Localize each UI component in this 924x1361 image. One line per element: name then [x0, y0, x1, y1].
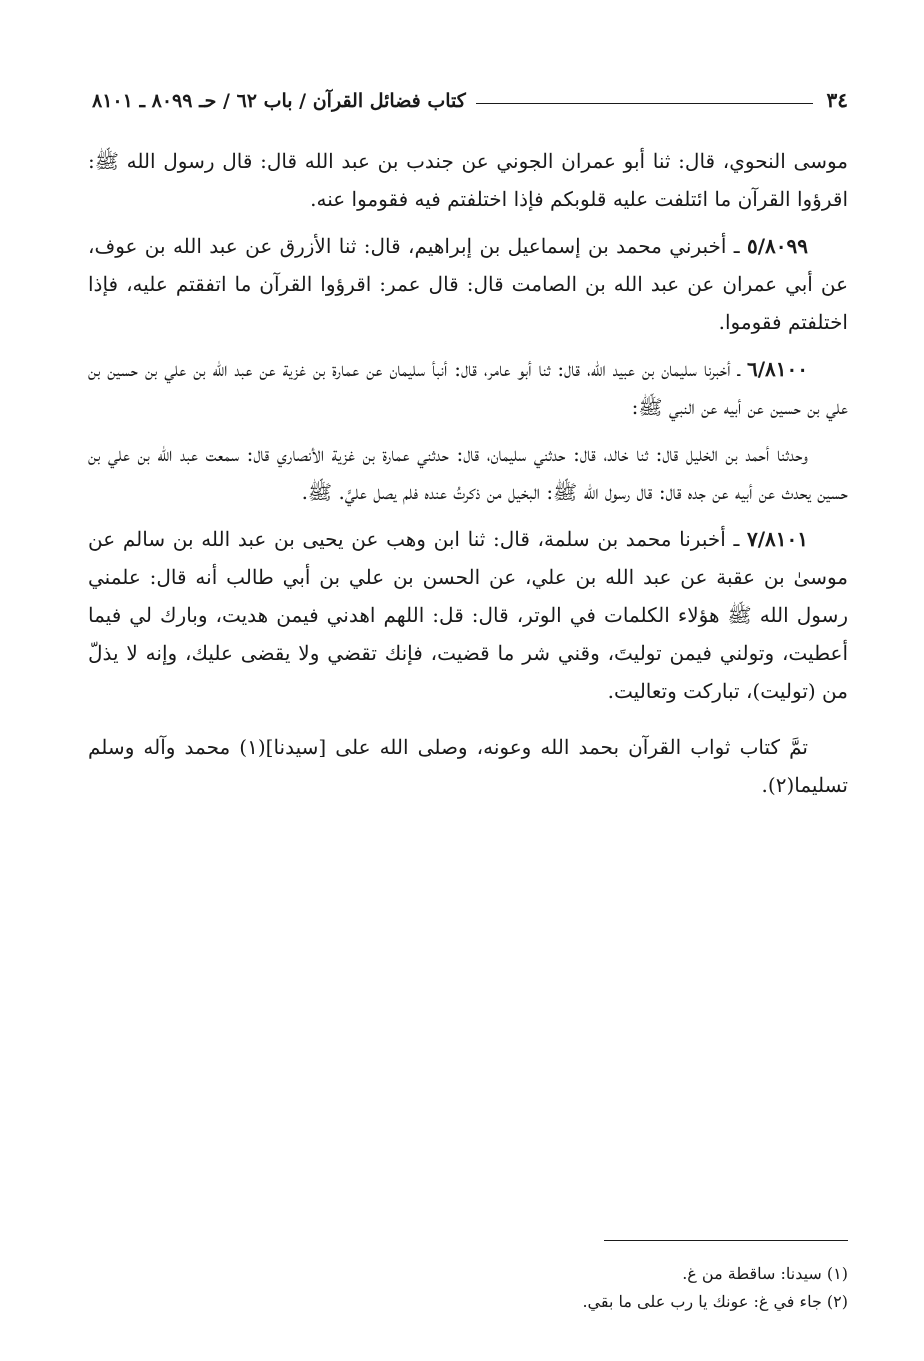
hadith-number: ٧/٨١٠١	[746, 527, 808, 551]
hadith-number: ٦/٨١٠٠	[747, 357, 809, 381]
colophon	[88, 728, 848, 804]
main-text	[88, 142, 848, 813]
hadith-8100	[88, 350, 848, 426]
footnote-2: (٢) جاء في غ: عونك يا رب على ما بقي.	[582, 1292, 848, 1311]
hadith-number: ٥/٨٠٩٩	[746, 234, 808, 258]
paragraph-text: ـ أخبرني محمد بن إسماعيل بن إبراهيم، قال: ثنا الأزرق عن عبد الله بن عوف، عن أبي عمران عن عبد الله بن الصامت قال: قال عمر: اقرؤوا القرآن ما اتفقتم عليه، فإذا اختلفتم فقوموا.	[88, 234, 848, 334]
hadith-8099	[88, 227, 848, 341]
header-rule	[476, 103, 813, 104]
paragraph-text: ـ أخبرنا سليمان بن عبيد الله، قال: ثنا أبو عامر، قال: أنبأ سليمان عن عمارة بن غزية عن عبد الله بن علي بن حسين بن علي بن حسين عن أبيه عن النبي ﷺ:	[88, 357, 848, 419]
footnote-1: (١) سيدنا: ساقطة من غ.	[682, 1264, 848, 1283]
colophon-text: تمَّ كتاب ثواب القرآن بحمد الله وعونه، وصلى الله على [سيدنا](١) محمد وآله وسلم تسليما(٢).	[88, 735, 848, 797]
paragraph-text: ـ أخبرنا محمد بن سلمة، قال: ثنا ابن وهب عن يحيى بن عبد الله بن سالم عن موسىٰ بن عقبة عن عبد الله بن علي، عن الحسن بن علي بن أبي طالب أنه قال: علمني رسول الله ﷺ هؤلاء الكلمات في الوتر، قال: قل: اللهم اهدني فيمن هديت، وبارك لي فيما أعطيت، وتولني فيمن توليتَ، وقني شر ما قضيت، فإنك تقضي ولا يقضى عليك، وإنه لا يذلّ من (توليت)، تباركت وتعاليت.	[88, 527, 848, 703]
paragraph-text: وحدثنا أحمد بن الخليل قال: ثنا خالد، قال: حدثني سليمان، قال: حدثني عمارة بن غزية الأنصاري قال: سمعت عبد الله بن علي بن حسين يحدث عن أبيه عن جده قال: قال رسول الله ﷺ: البخيل من ذكرتُ عنده فلم يصل عليَّ. ﷺ.	[88, 442, 848, 504]
running-title: كتاب فضائل القرآن / باب ٦٢ / حـ ٨٠٩٩ ـ ٨١٠١	[92, 90, 466, 112]
running-header	[88, 80, 848, 112]
page-number: ٣٤	[826, 88, 848, 112]
footnote-rule	[604, 1240, 848, 1241]
paragraph-text: موسى النحوي، قال: ثنا أبو عمران الجوني عن جندب بن عبد الله قال: قال رسول الله ﷺ: اقرؤوا القرآن ما ائتلفت عليه قلوبكم فإذا اختلفتم فيه فقوموا عنه.	[88, 149, 848, 211]
hadith-8100-chain-2	[88, 435, 848, 511]
paragraph-continuation	[88, 142, 848, 218]
footnotes	[88, 1260, 848, 1316]
hadith-8101	[88, 520, 848, 710]
